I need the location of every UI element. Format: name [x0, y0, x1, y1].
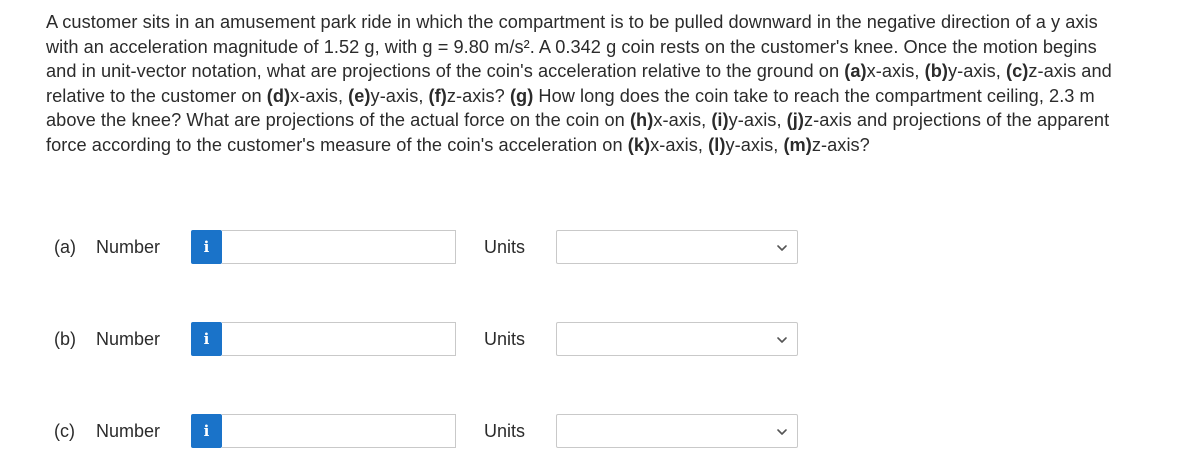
part-label: (a)	[54, 237, 76, 257]
question-text-segment: x-axis,	[653, 110, 712, 131]
question-part-marker: (k)	[627, 134, 651, 155]
question-text-segment: y-axis,	[728, 110, 787, 131]
number-input[interactable]	[222, 414, 456, 448]
units-dropdown[interactable]	[556, 230, 798, 264]
units-dropdown[interactable]	[556, 322, 798, 356]
info-icon: i	[203, 238, 210, 256]
question-part-marker: (b)	[924, 61, 948, 82]
question-part-marker: (h)	[629, 110, 654, 131]
question-part-marker: (g)	[509, 85, 534, 106]
question-part-marker: (i)	[711, 110, 729, 131]
number-label: Number	[96, 237, 161, 257]
question-text-segment: z-axis and	[1028, 61, 1112, 82]
question-text-segment: relative to the customer on	[46, 85, 267, 106]
units-dropdown[interactable]	[556, 414, 798, 448]
question-part-marker: (e)	[348, 85, 371, 106]
question-part-marker: (a)	[844, 61, 867, 82]
question-line	[46, 59, 1186, 84]
question-line	[46, 133, 1186, 158]
chevron-down-icon	[776, 242, 788, 254]
number-input[interactable]	[222, 322, 456, 356]
question-text-segment: y-axis,	[370, 85, 429, 106]
answer-row-b	[54, 320, 814, 360]
question-text-segment: and in unit-vector notation, what are projections of the coin's acceleration relative to the ground on	[46, 61, 845, 82]
question-line	[46, 10, 1186, 35]
question-text-segment: x-axis,	[290, 85, 349, 106]
question-line	[46, 108, 1186, 133]
part-label: (b)	[54, 329, 76, 349]
part-label: (c)	[54, 421, 75, 441]
question-text-segment: with an acceleration magnitude of 1.52 g, with g = 9.80 m/s². A 0.342 g coin rests on the customer's knee. Once the motion begins	[46, 36, 1097, 57]
number-label: Number	[96, 421, 161, 441]
info-button[interactable]	[191, 230, 222, 264]
chevron-down-icon	[776, 426, 788, 438]
question-part-marker: (m)	[783, 134, 812, 155]
question-line	[46, 84, 1186, 109]
info-icon: i	[203, 422, 210, 440]
question-text-segment: x-axis,	[866, 61, 925, 82]
question-part-marker: (d)	[266, 85, 291, 106]
question-text-segment: x-axis,	[650, 134, 709, 155]
question-part-marker: (j)	[786, 110, 804, 131]
question-line	[46, 35, 1186, 60]
units-label: Units	[484, 329, 526, 349]
answer-row-a	[54, 228, 814, 268]
question-part-marker: (f)	[428, 85, 447, 106]
question-text-segment: above the knee? What are projections of the actual force on the coin on	[46, 110, 630, 131]
chevron-down-icon	[776, 334, 788, 346]
question-part-marker: (l)	[708, 134, 726, 155]
info-icon: i	[203, 330, 210, 348]
question-text-segment: y-axis,	[725, 134, 784, 155]
question-text-segment: z-axis?	[811, 134, 870, 155]
question-text-segment: z-axis?	[446, 85, 510, 106]
number-label: Number	[96, 329, 161, 349]
number-input[interactable]	[222, 230, 456, 264]
question-text-segment: A customer sits in an amusement park ride in which the compartment is to be pulled downward in the negative direction of a y axis	[46, 12, 1098, 32]
question-text-segment: How long does the coin take to reach the compartment ceiling, 2.3 m	[533, 85, 1095, 106]
question-text-segment: force according to the customer's measure of the coin's acceleration on	[46, 134, 628, 155]
question-text	[46, 10, 1186, 158]
units-label: Units	[484, 237, 526, 257]
question-text-segment: z-axis and projections of the apparent	[803, 110, 1110, 131]
question-part-marker: (c)	[1006, 61, 1029, 82]
answer-row-c	[54, 412, 814, 452]
info-button[interactable]	[191, 322, 222, 356]
info-button[interactable]	[191, 414, 222, 448]
units-label: Units	[484, 421, 526, 441]
question-text-segment: y-axis,	[948, 61, 1006, 82]
